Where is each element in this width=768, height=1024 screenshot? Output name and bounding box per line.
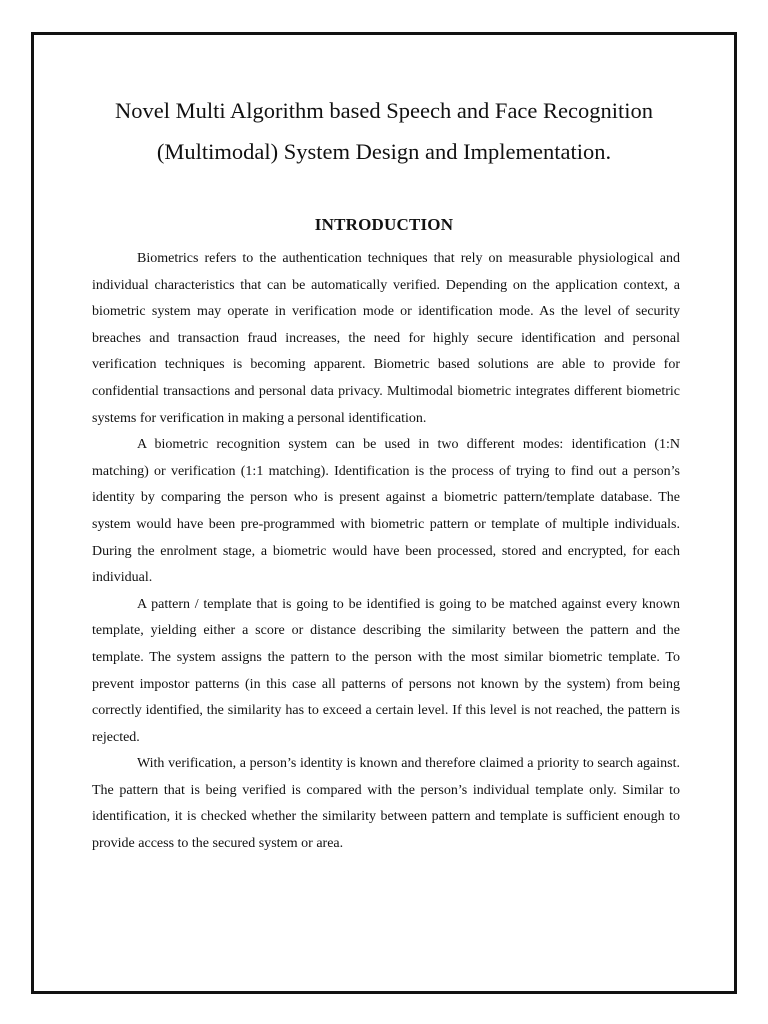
section-heading: INTRODUCTION bbox=[314, 215, 454, 234]
document-title bbox=[34, 90, 734, 172]
page-border bbox=[31, 32, 737, 994]
paragraph-1: Biometrics refers to the authentication techniques that rely on measurable physiological and individual characteristics that can be automatically verified. Depending on the application context, a biometric system may operate in verification mode or identification mode. As the level of security breaches and transaction fraud increases, the need for highly secure identification and personal verification techniques is becoming apparent. Biometric based solutions are able to provide for confidential transactions and personal data privacy. Multimodal biometric integrates different biometric systems for verification in making a personal identification. bbox=[92, 251, 680, 426]
paragraph-3: A pattern / template that is going to be identified is going to be matched against every known template, yielding either a score or distance describing the similarity between the pattern and the template. The system assigns the pattern to the person with the most similar biometric template. To prevent impostor patterns (in this case all patterns of persons not known by the system) from being correctly identified, the similarity has to exceed a certain level. If this level is not reached, the pattern is rejected. bbox=[92, 596, 680, 745]
body-text bbox=[92, 246, 680, 858]
paragraph-2: A biometric recognition system can be used in two different modes: identification (1:N matching) or verification (1:1 matching). Identification is the process of trying to find out a person’s identity by comparing the person who is present against a biometric pattern/template database. The system would have been pre-programmed with biometric pattern or template of multiple individuals. During the enrolment stage, a biometric would have been processed, stored and encrypted, for each individual. bbox=[92, 437, 680, 586]
title-line-2: (Multimodal) System Design and Implementation. bbox=[156, 139, 612, 164]
title-line-1: Novel Multi Algorithm based Speech and Face Recognition bbox=[114, 98, 654, 123]
paragraph-4: With verification, a person’s identity is known and therefore claimed a priority to search against. The pattern that is being verified is compared with the person’s individual template only. Similar to identification, it is checked whether the similarity between pattern and template is sufficient enough to provide access to the secured system or area. bbox=[92, 756, 680, 852]
